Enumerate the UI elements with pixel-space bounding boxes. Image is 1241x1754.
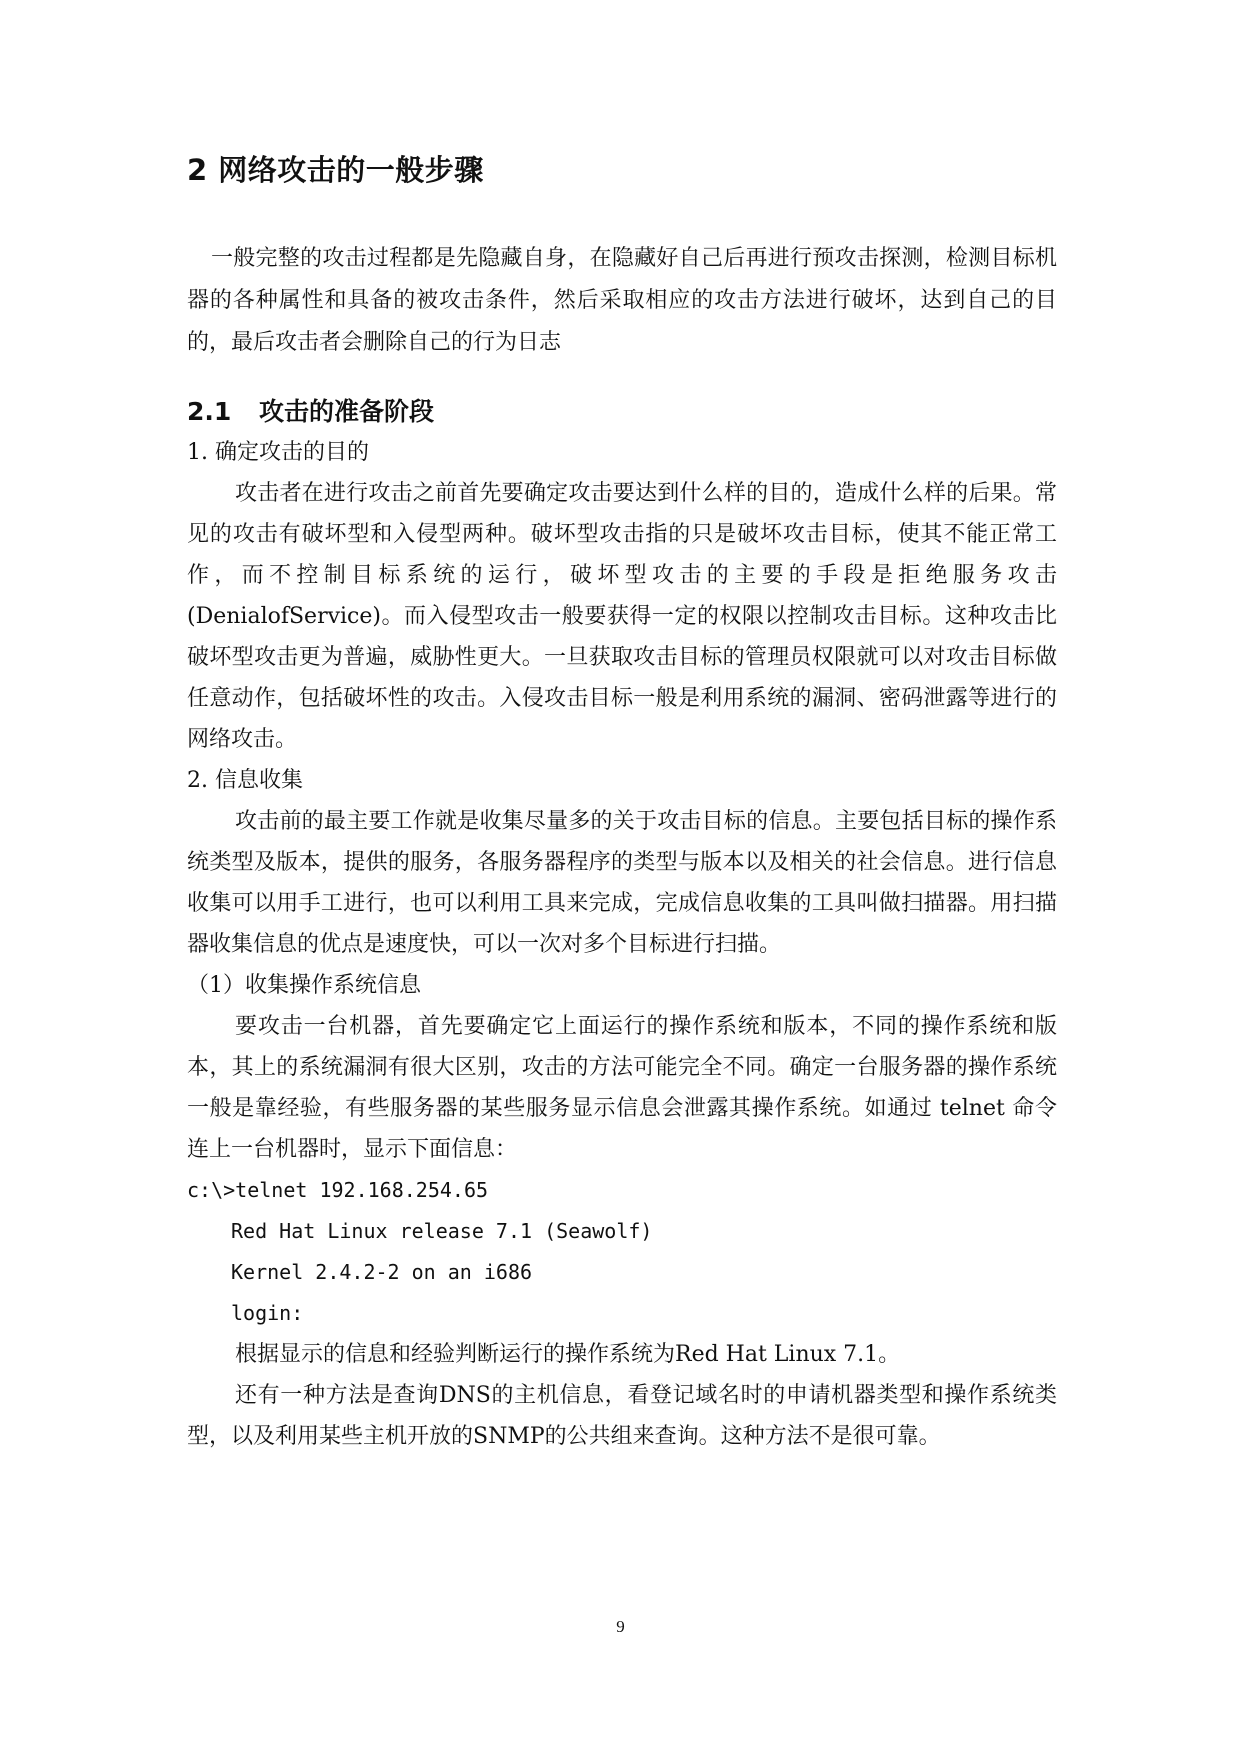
item-paragraph-info-collection: 攻击前的最主要工作就是收集尽量多的关于攻击目标的信息。主要包括目标的操作系统类型及版本，提供的服务，各服务器程序的类型与版本以及相关的社会信息。进行信息收集可以用手工进行，也可以利用工具来完成，完成信息收集的工具叫做扫描器。用扫描器收集信息的优点是速度快，可以一次对多个目标进行扫描。	[187, 809, 1057, 957]
item-heading-info-collection: 2. 信息收集	[187, 768, 303, 793]
section-number: 2.1	[187, 397, 232, 426]
telnet-command-line: c:\>telnet 192.168.254.65	[187, 1178, 489, 1202]
code-output-line: login:	[231, 1301, 304, 1325]
code-output-line: Red Hat Linux release 7.1 (Seawolf)	[231, 1219, 653, 1243]
subitem-heading-os-info: （1）收集操作系统信息	[187, 973, 421, 998]
page-content	[187, 150, 1057, 1457]
code-output-line: Kernel 2.4.2-2 on an i686	[231, 1260, 533, 1284]
page-number: 9	[616, 1617, 625, 1636]
conclusion-paragraph: 根据显示的信息和经验判断运行的操作系统为Red Hat Linux 7.1。	[235, 1342, 901, 1367]
chapter-title: 2 网络攻击的一般步骤	[187, 153, 484, 187]
subitem-paragraph-os-info: 要攻击一台机器，首先要确定它上面运行的操作系统和版本，不同的操作系统和版本，其上的系统漏洞有很大区别，攻击的方法可能完全不同。确定一台服务器的操作系统一般是靠经验，有些服务器的某些服务显示信息会泄露其操作系统。如通过 telnet 命令连上一台机器时，显示下面信息：	[187, 1014, 1057, 1162]
chapter-intro-paragraph: 一般完整的攻击过程都是先隐藏自身，在隐藏好自己后再进行预攻击探测，检测目标机器的各种属性和具备的被攻击条件，然后采取相应的攻击方法进行破坏，达到自己的目的，最后攻击者会删除自己的行为日志	[187, 246, 1057, 355]
section-heading	[187, 392, 1057, 432]
item-paragraph-purpose: 攻击者在进行攻击之前首先要确定攻击要达到什么样的目的，造成什么样的后果。常见的攻击有破坏型和入侵型两种。破坏型攻击指的只是破坏攻击目标，使其不能正常工作，而不控制目标系统的运行，破坏型攻击的主要的手段是拒绝服务攻击(DenialofService)。而入侵型攻击一般要获得一定的权限以控制攻击目标。这种攻击比破坏型攻击更为普遍，威胁性更大。一旦获取攻击目标的管理员权限就可以对攻击目标做任意动作，包括破坏性的攻击。入侵攻击目标一般是利用系统的漏洞、密码泄露等进行的网络攻击。	[187, 481, 1057, 752]
item-heading-purpose: 1. 确定攻击的目的	[187, 440, 369, 465]
section-title: 攻击的准备阶段	[259, 397, 435, 426]
dns-method-paragraph: 还有一种方法是查询DNS的主机信息，看登记域名时的申请机器类型和操作系统类型，以及利用某些主机开放的SNMP的公共组来查询。这种方法不是很可靠。	[187, 1383, 1057, 1449]
